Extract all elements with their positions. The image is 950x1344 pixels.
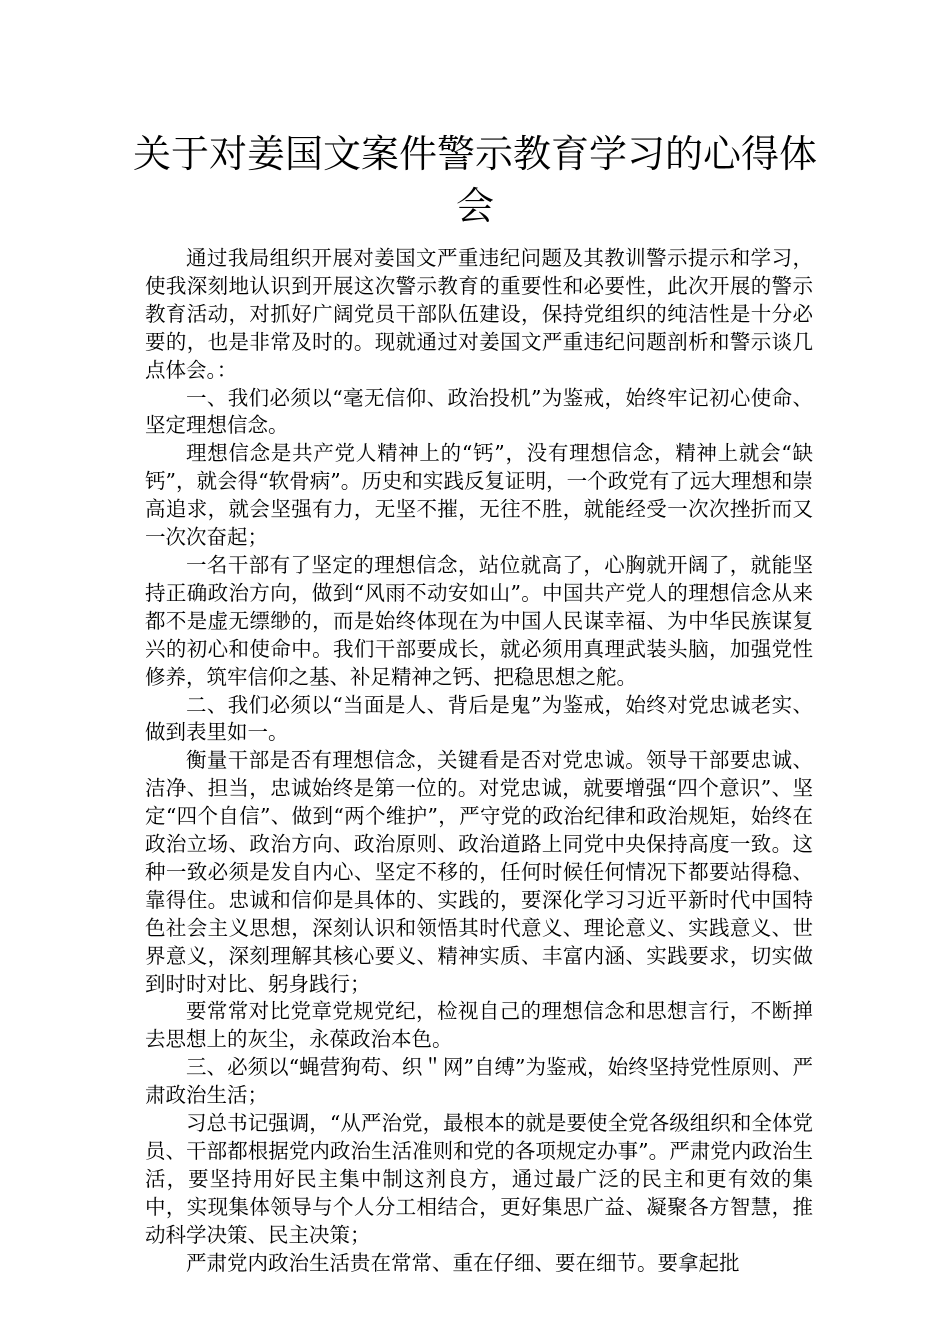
section-heading: 二、我们必须以“当面是人、背后是鬼”为鉴戒，始终对党忠诚老实、做到表里如一。 — [145, 692, 813, 745]
paragraph: 通过我局组织开展对姜国文严重违纪问题及其教训警示提示和学习，使我深刻地认识到开展这次警示教育的重要性和必要性，此次开展的警示教育活动，对抓好广阔党员干部队伍建设，保持党组织的纯洁性是十分必要的，也是非常及时的。现就通过对姜国文严重违纪问题剖析和警示谈几点体会。： — [145, 246, 813, 382]
section-heading: 一、我们必须以“毫无信仰、政治投机”为鉴戒，始终牢记初心使命、坚定理想信念。 — [145, 385, 813, 438]
section-heading: 三、必须以“蝇营狗苟、织＂网”自缚”为鉴戒，始终坚持党性原则、严肃政治生活； — [145, 1055, 813, 1108]
paragraph: 习总书记强调，“从严治党，最根本的就是要使全党各级组织和全体党员、干部都根据党内政治生活准则和党的各项规定办事”。严肃党内政治生活，要坚持用好民主集中制这剂良方，通过最广泛的民主和更有效的集中，实现集体领导与个人分工相结合，更好集思广益、凝聚各方智慧，推动科学决策、民主决策； — [145, 1111, 813, 1247]
paragraph: 严肃党内政治生活贵在常常、重在仔细、要在细节。要拿起批 — [186, 1250, 740, 1275]
paragraph: 衡量干部是否有理想信念，关键看是否对党忠诚。领导干部要忠诚、洁净、担当，忠诚始终是第一位的。对党忠诚，就要增强“四个意识”、坚定“四个自信”、做到“两个维护”，严守党的政治纪律和政治规矩，始终在政治立场、政治方向、政治原则、政治道路上同党中央保持高度一致。这种一致必须是发自内心、坚定不移的，任何时候任何情况下都要站得稳、靠得住。忠诚和信仰是具体的、实践的，要深化学习习近平新时代中国特色社会主义思想，深刻认识和领悟其时代意义、理论意义、实践意义、世界意义，深刻理解其核心要义、精神实质、丰富内涵、实践要求，切实做到时时对比、躬身践行； — [145, 748, 813, 996]
paragraph: 一名干部有了坚定的理想信念，站位就高了，心胸就开阔了，就能坚持正确政治方向，做到“风雨不动安如山”。中国共产党人的理想信念从来都不是虚无缥缈的，而是始终体现在为中国人民谋幸福、为中华民族谋复兴的初心和使命中。我们干部要成长，就必须用真理武装头脑，加强党性修养，筑牢信仰之基、补足精神之钙、把稳思想之舵。 — [145, 552, 813, 689]
paragraph: 要常常对比党章党规党纪，检视自己的理想信念和思想言行，不断掸去思想上的灰尘，永葆政治本色。 — [145, 999, 813, 1052]
document-body — [145, 245, 813, 1278]
paragraph: 理想信念是共产党人精神上的“钙”，没有理想信念，精神上就会“缺钙”，就会得“软骨病”。历史和实践反复证明，一个政党有了远大理想和崇高追求，就会坚强有力，无坚不摧，无往不胜，就能经受一次次挫折而又一次次奋起； — [145, 441, 813, 550]
document-title: 关于对姜国文案件警示教育学习的心得体会 — [132, 132, 817, 228]
